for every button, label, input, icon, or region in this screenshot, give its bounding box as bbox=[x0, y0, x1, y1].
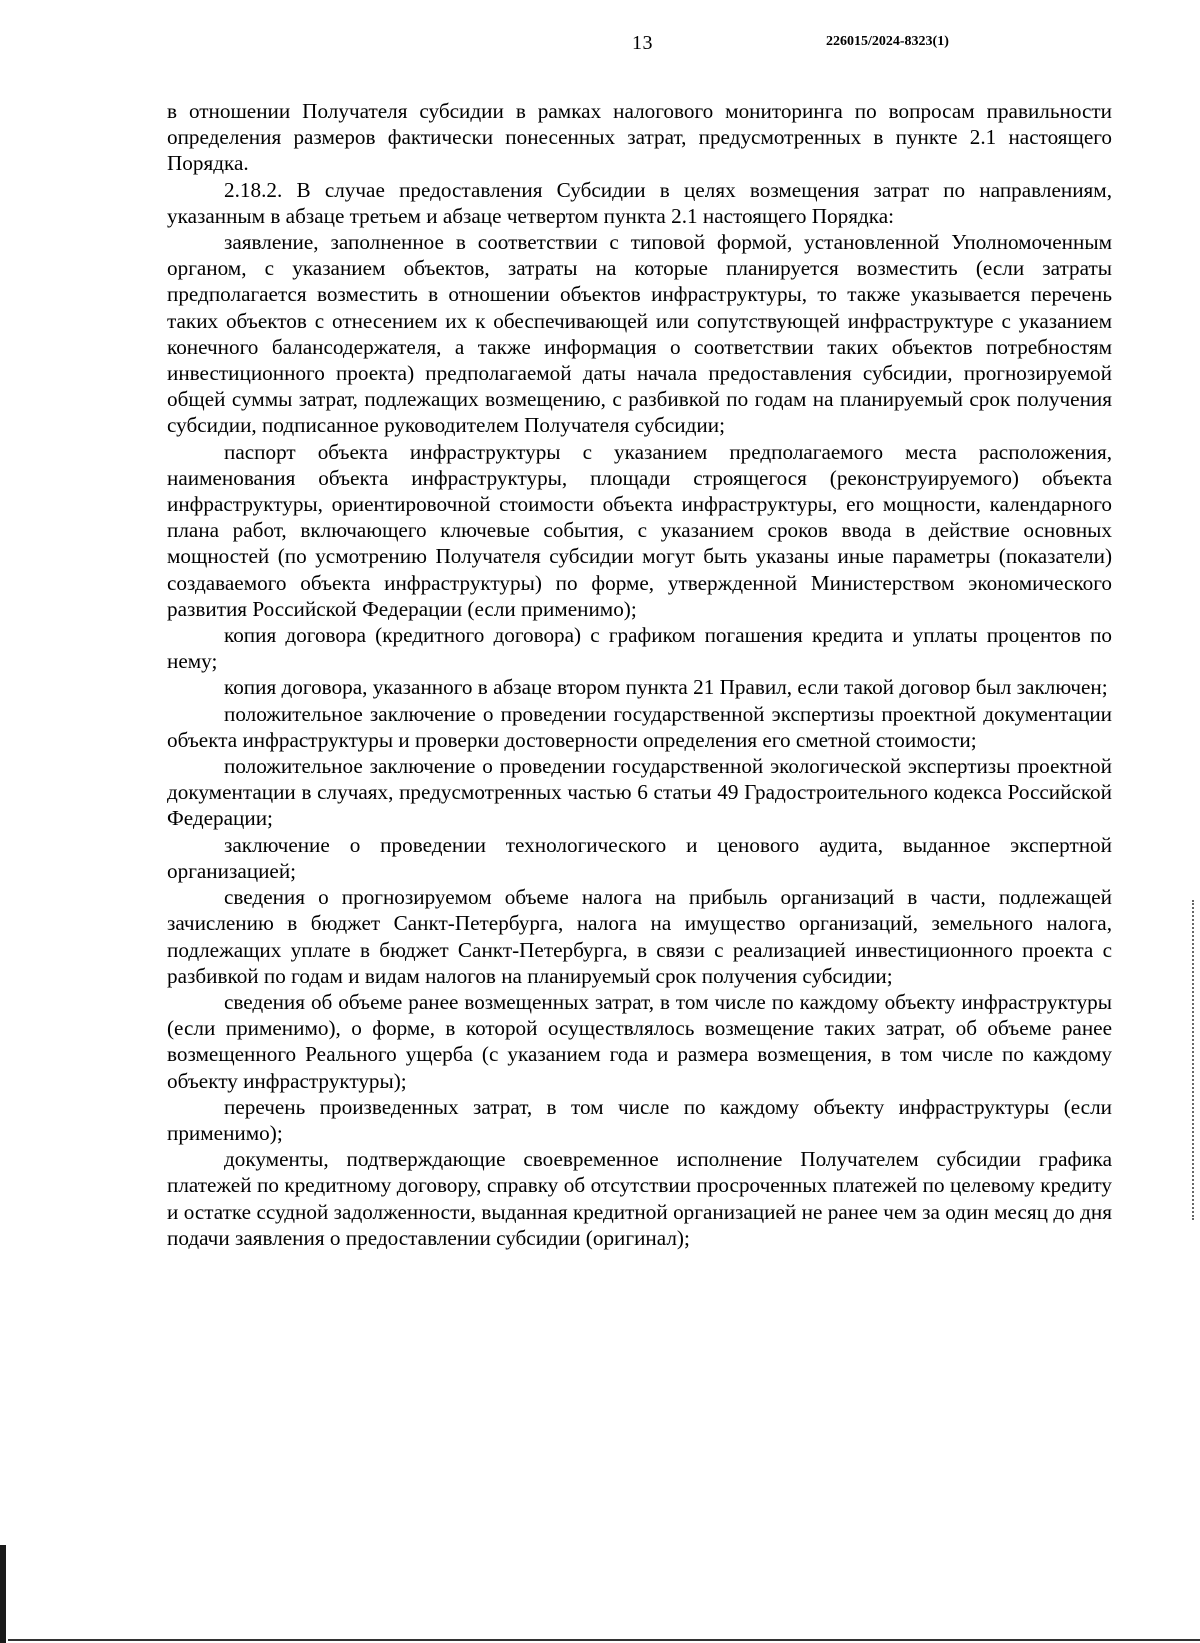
paragraph: в отношении Получателя субсидии в рамках налогового мониторинга по вопросам правильности определения размеров фактически понесенных затрат, предусмотренных в пункте 2.1 настоящего Порядка. bbox=[167, 99, 1112, 176]
scan-border-bottom bbox=[8, 1639, 1200, 1641]
paragraph: заявление, заполненное в соответствии с типовой формой, установленной Уполномоченным органом, с указанием объектов, затраты на которые планируется возместить (если затраты предполагается возместить в отношении объектов инфраструктуры, то также указывается перечень таких объектов с отнесением их к обеспечивающей или сопутствующей инфраструктуре с указанием конечного балансодержателя, а также информация о соответствии таких объектов потребностям инвестиционного проекта) предполагаемой даты начала предоставления субсидии, прогнозируемой общей суммы затрат, подлежащих возмещению, с разбивкой по годам на планируемый срок получения субсидии, подписанное руководителем Получателя субсидии; bbox=[167, 230, 1112, 438]
paragraph: сведения об объеме ранее возмещенных затрат, в том числе по каждому объекту инфраструктуры (если применимо), о форме, в которой осуществлялось возмещение таких затрат, об объеме ранее возмещенного Реального ущерба (с указанием года и размера возмещения, в том числе по каждому объекту инфраструктуры); bbox=[167, 989, 1112, 1093]
paragraph: 2.18.2. В случае предоставления Субсидии в целях возмещения затрат по направлениям, указанным в абзаце третьем и абзаце четвертом пункта 2.1 настоящего Порядка: bbox=[167, 177, 1112, 228]
paragraph: заключение о проведении технологического и ценового аудита, выданное экспертной организацией; bbox=[167, 832, 1112, 883]
page-number: 13 bbox=[632, 32, 653, 54]
paragraph: сведения о прогнозируемом объеме налога на прибыль организаций в части, подлежащей зачислению в бюджет Санкт-Петербурга, налога на имущество организаций, земельного налога, подлежащих уплате в бюджет Санкт-Петербурга, в связи с реализацией инвестиционного проекта с разбивкой по годам и видам налогов на планируемый срок получения субсидии; bbox=[167, 885, 1112, 988]
paragraph: перечень произведенных затрат, в том числе по каждому объекту инфраструктуры (если применимо); bbox=[167, 1094, 1112, 1145]
document-body bbox=[167, 98, 1112, 1251]
paragraph: паспорт объекта инфраструктуры с указанием предполагаемого места расположения, наименования объекта инфраструктуры, площади строящегося (реконструируемого) объекта инфраструктуры, ориентировочной стоимости объекта инфраструктуры, его мощности, календарного плана работ, включающего ключевые события, с указанием сроков ввода в действие основных мощностей (по усмотрению Получателя субсидии могут быть указаны иные параметры (показатели) создаваемого объекта инфраструктуры) по форме, утвержденной Министерством экономического развития Российской Федерации (если применимо); bbox=[167, 439, 1112, 621]
paragraph: положительное заключение о проведении государственной экспертизы проектной документации объекта инфраструктуры и проверки достоверности определения его сметной стоимости; bbox=[167, 701, 1112, 752]
scan-edge-artifact bbox=[1192, 900, 1194, 1220]
scan-border-left bbox=[0, 1545, 6, 1643]
paragraph: копия договора, указанного в абзаце втором пункта 21 Правил, если такой договор был заключен; bbox=[224, 675, 1108, 700]
paragraph: документы, подтверждающие своевременное исполнение Получателем субсидии графика платежей по кредитному договору, справку об отсутствии просроченных платежей по целевому кредиту и остатке ссудной задолженности, выданная кредитной организацией не ранее чем за один месяц до дня подачи заявления о предоставлении субсидии (оригинал); bbox=[167, 1147, 1112, 1250]
paragraph: копия договора (кредитного договора) с графиком погашения кредита и уплаты процентов по нему; bbox=[167, 623, 1112, 674]
document-id: 226015/2024-8323(1) bbox=[826, 34, 949, 49]
paragraph: положительное заключение о проведении государственной экологической экспертизы проектной документации в случаях, предусмотренных частью 6 статьи 49 Градостроительного кодекса Российской Федерации; bbox=[167, 754, 1112, 831]
